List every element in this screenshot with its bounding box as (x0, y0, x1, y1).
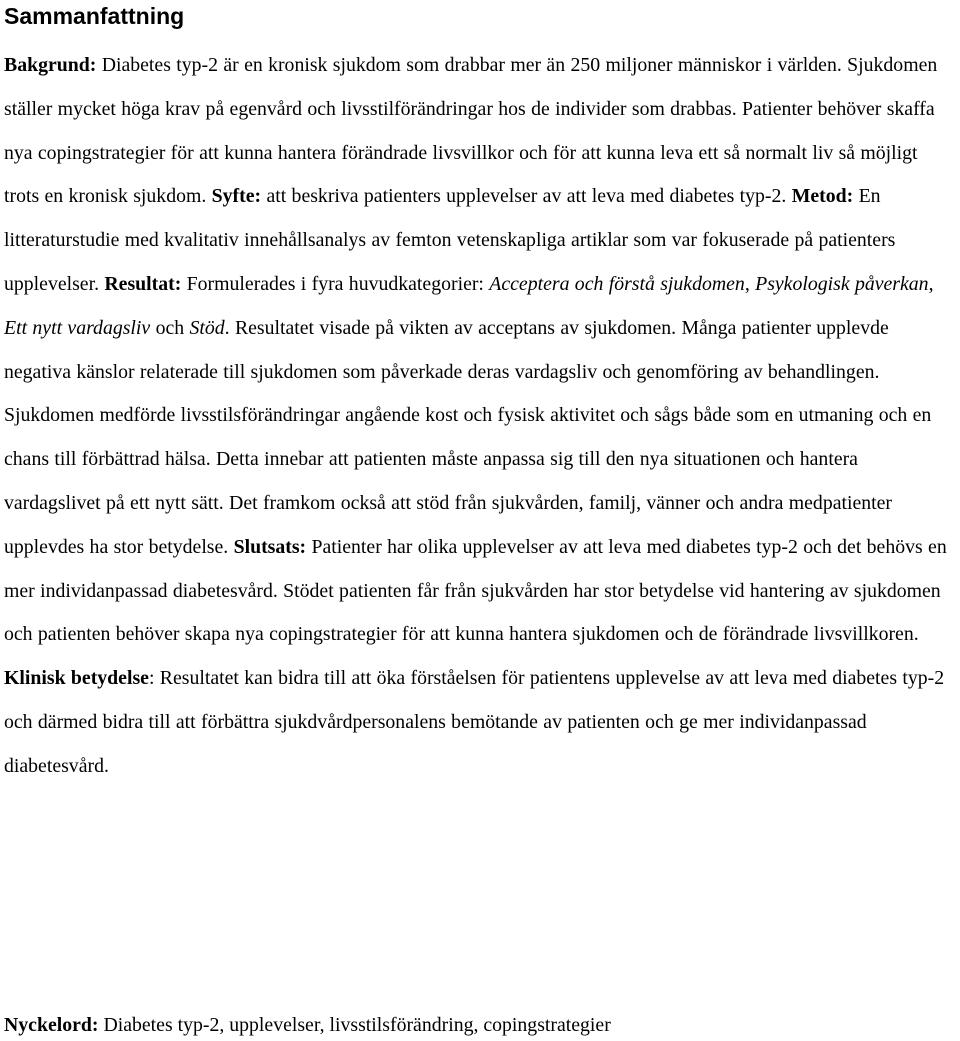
slutsats-text: Patienter har olika upplevelser av att leva med diabetes typ-2 och det behövs en mer individanpassad diabetesvård. Stödet patienten får från sjukvården har stor betydelse vid hantering av sjukdomen och patienten behöver skapa nya copingstrategier för att kunna hantera sjukdomen och de förändrade livsvillkoren. (4, 535, 947, 646)
abstract-paragraph (4, 44, 956, 789)
category-vardagsliv: Ett nytt vardagsliv (4, 316, 151, 339)
category-stod: Stöd (189, 316, 225, 339)
resultat-text: . Resultatet visade på vikten av acceptans av sjukdomen. Många patienter upplevde negativa känslor relaterade till sjukdomen som påverkade deras vardagsliv och genomföring av behandlingen. Sjukdomen medförde livsstilsförändringar angående kost och fysisk aktivitet och sågs både som en utmaning och en chans till förbättrad hälsa. Detta innebar att patienten måste anpassa sig till den nya situationen och hantera vardagslivet på ett nytt sätt. Det framkom också att stöd från sjukvården, familj, vänner och andra medpatienter upplevdes ha stor betydelse. (4, 316, 932, 558)
keywords-label: Nyckelord: (4, 1014, 99, 1036)
keywords-text: Diabetes typ-2, upplevelser, livsstilsförändring, copingstrategier (98, 1014, 611, 1036)
category-separator: och (150, 316, 190, 339)
category-acceptera: Acceptera och förstå sjukdomen (489, 272, 745, 295)
syfte-label: Syfte: (211, 185, 262, 208)
metod-label: Metod: (791, 185, 854, 208)
page-title: Sammanfattning (4, 3, 185, 29)
resultat-text-intro: Formulerades i fyra huvudkategorier: (181, 272, 490, 295)
category-separator: , (744, 272, 756, 295)
category-psykologisk: Psykologisk påverkan (755, 272, 929, 295)
keywords-line (4, 1012, 611, 1038)
resultat-label: Resultat: (104, 272, 182, 295)
klinisk-label: Klinisk betydelse (4, 667, 149, 690)
document-page (4, 0, 956, 1036)
syfte-text: att beskriva patienters upplevelser av att leva med diabetes typ-2. (261, 185, 792, 208)
bakgrund-label: Bakgrund: (4, 54, 97, 76)
category-separator: , (928, 272, 934, 295)
slutsats-label: Slutsats: (233, 535, 307, 558)
klinisk-text: : Resultatet kan bidra till att öka förståelsen för patientens upplevelse av att leva med diabetes typ-2 och därmed bidra till att förbättra sjukdvårdpersonalens bemötande av patienten och ge mer individanpassad diabetesvård. (4, 667, 945, 777)
metod-text: En litteraturstudie med kvalitativ innehållsanalys av femton vetenskapliga artiklar som var fokuserade på patienters upplevelser. (4, 185, 896, 295)
bakgrund-text: Diabetes typ-2 är en kronisk sjukdom som drabbar mer än 250 miljoner människor i världen. Sjukdomen ställer mycket höga krav på egenvård och livsstilförändringar hos de individer som drabbas. Patienter behöver skaffa nya copingstrategier för att kunna hantera förändrade livsvillkor och för att kunna leva ett så normalt liv så möjligt trots en kronisk sjukdom. (4, 54, 938, 208)
